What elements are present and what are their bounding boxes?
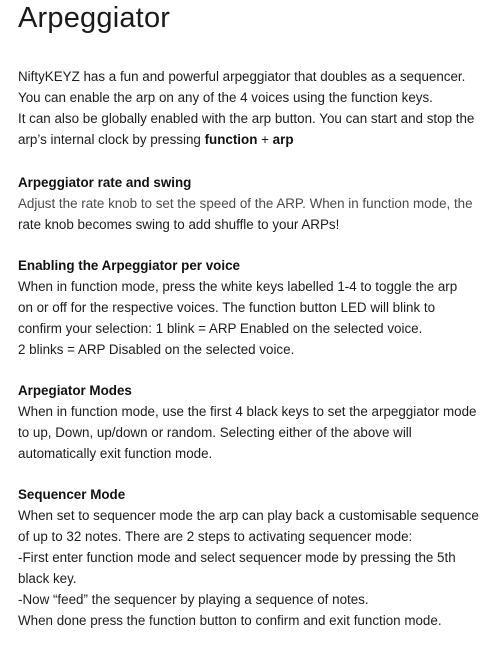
- page-title: Arpeggiator: [18, 2, 171, 34]
- section-arp-modes: [18, 380, 488, 464]
- function-key-name: function: [204, 132, 258, 147]
- section-heading: Enabling the Arpeggiator per voice: [18, 258, 240, 273]
- section-line: rate knob becomes swing to add shuffle to your ARPs!: [18, 217, 340, 232]
- section-line: When in function mode, use the first 4 black keys to set the arpeggiator mode: [18, 404, 477, 419]
- section-sequencer-mode: [18, 484, 488, 631]
- section-line: -Now “feed” the sequencer by playing a sequence of notes.: [18, 592, 369, 607]
- intro-paragraph: [18, 66, 488, 150]
- intro-line: [18, 129, 488, 150]
- section-enable-per-voice: [18, 255, 488, 360]
- section-line: When set to sequencer mode the arp can play back a customisable sequence: [18, 508, 479, 523]
- intro-text: arp’s internal clock by pressing: [18, 132, 205, 147]
- section-line: of up to 32 notes. There are 2 steps to activating sequencer mode:: [18, 529, 413, 544]
- section-line: 2 blinks = ARP Disabled on the selected voice.: [18, 342, 295, 357]
- section-line: When done press the function button to confirm and exit function mode.: [18, 613, 442, 628]
- section-line: automatically exit function mode.: [18, 446, 213, 461]
- intro-line: NiftyKEYZ has a fun and powerful arpeggiator that doubles as a sequencer.: [18, 69, 466, 84]
- section-line: When in function mode, press the white keys labelled 1-4 to toggle the arp: [18, 279, 458, 294]
- plus-sign: +: [257, 132, 273, 147]
- intro-line: You can enable the arp on any of the 4 voices using the function keys.: [18, 90, 433, 105]
- section-heading: Arpegiator Modes: [18, 383, 132, 398]
- section-line: confirm your selection: 1 blink = ARP Enabled on the selected voice.: [18, 321, 423, 336]
- section-line: Adjust the rate knob to set the speed of the ARP. When in function mode, the: [18, 196, 473, 211]
- section-line: to up, Down, up/down or random. Selecting either of the above will: [18, 425, 412, 440]
- section-line: on or off for the respective voices. The function button LED will blink to: [18, 300, 436, 315]
- intro-line: It can also be globally enabled with the arp button. You can start and stop the: [18, 111, 475, 126]
- section-heading: Sequencer Mode: [18, 487, 126, 502]
- section-rate-swing: [18, 172, 488, 235]
- section-line: black key.: [18, 571, 77, 586]
- section-line: -First enter function mode and select sequencer mode by pressing the 5th: [18, 550, 456, 565]
- arp-key-name: arp: [272, 132, 294, 147]
- section-heading: Arpeggiator rate and swing: [18, 175, 192, 190]
